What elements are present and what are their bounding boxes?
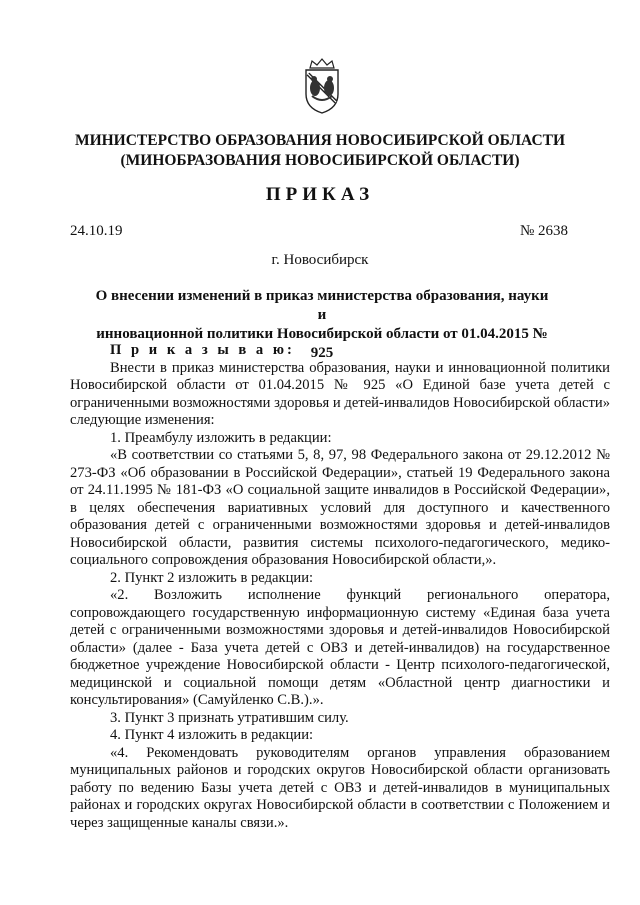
paragraph-item-2-text: «2. Возложить исполнение функций регионального оператора, сопровождающего государственную информационную систему «Единая база учета детей с ограниченными возможностями здоровья и детей-инвалидов Новосибирской области» (далее - База учета детей с ОВЗ и детей-инвалидов) на государственное бюджетное учреждение Новосибирской области - Центр психолого-педагогической, медицинской и социальной помощи детям «Областной центр диагностики и консультирования» (Самуйленко С.В.).». [70, 587, 610, 708]
order-number: № 2638 [519, 223, 568, 239]
order-date: 24.10.19 [70, 223, 123, 239]
paragraph-item-4: 4. Пункт 4 изложить в редакции: [110, 727, 314, 743]
novosibirsk-coat-of-arms-icon [300, 58, 344, 114]
city-line: г. Новосибирск [271, 252, 369, 268]
order-body [70, 342, 610, 832]
order-subject-line-2: инновационной политики Новосибирской области от 01.04.2015 № 925 [96, 326, 548, 361]
ministry-short-name: (МИНОБРАЗОВАНИЯ НОВОСИБИРСКОЙ ОБЛАСТИ) [120, 152, 520, 169]
document-type-title: ПРИКАЗ [265, 184, 375, 205]
ministry-name: МИНИСТЕРСТВО ОБРАЗОВАНИЯ НОВОСИБИРСКОЙ ОБЛАСТИ [74, 132, 566, 149]
paragraph-preamble-text: «В соответствии со статьями 5, 8, 97, 98 Федерального закона от 29.12.2012 № 273-ФЗ «Об образовании в Российской Федерации», статьей 19 Федерального закона от 24.11.1995 № 181-ФЗ «О социальной защите инвалидов в Российской Федерации», в целях обеспечения вариативных условий для доступного и качественного образования детей с ограниченными возможностями здоровья и детей-инвалидов Новосибирской области, развития системы психолого-педагогического, медико-социального сопровождения образования Новосибирской области,». [70, 447, 610, 568]
order-keyword: П р и к а з ы в а ю: [110, 342, 295, 358]
paragraph-item-3: 3. Пункт 3 признать утратившим силу. [110, 709, 349, 726]
paragraph-item-4-text: «4. Рекомендовать руководителям органов управления образованием муниципальных районов и городских округов Новосибирской области организовать работу по ведению Базы учета детей с ОВЗ и детей-инвалидов в муниципальных районах и городских округах Новосибирской области в соответствии с Положением и через защищенные каналы связи.». [70, 744, 610, 831]
paragraph-item-1: 1. Преамбулу изложить в редакции: [110, 429, 332, 446]
paragraph-intro: Внести в приказ министерства образования, науки и инновационной политики Новосибирской области от 01.04.2015 № 925 «О Единой базе учета детей с ограниченными возможностями здоровья и детей-инвалидов Новосибирской области» следующие изменения: [70, 359, 610, 428]
paragraph-item-2: 2. Пункт 2 изложить в редакции: [110, 569, 314, 586]
order-subject-line-1: О внесении изменений в приказ министерства образования, науки и [95, 288, 549, 323]
